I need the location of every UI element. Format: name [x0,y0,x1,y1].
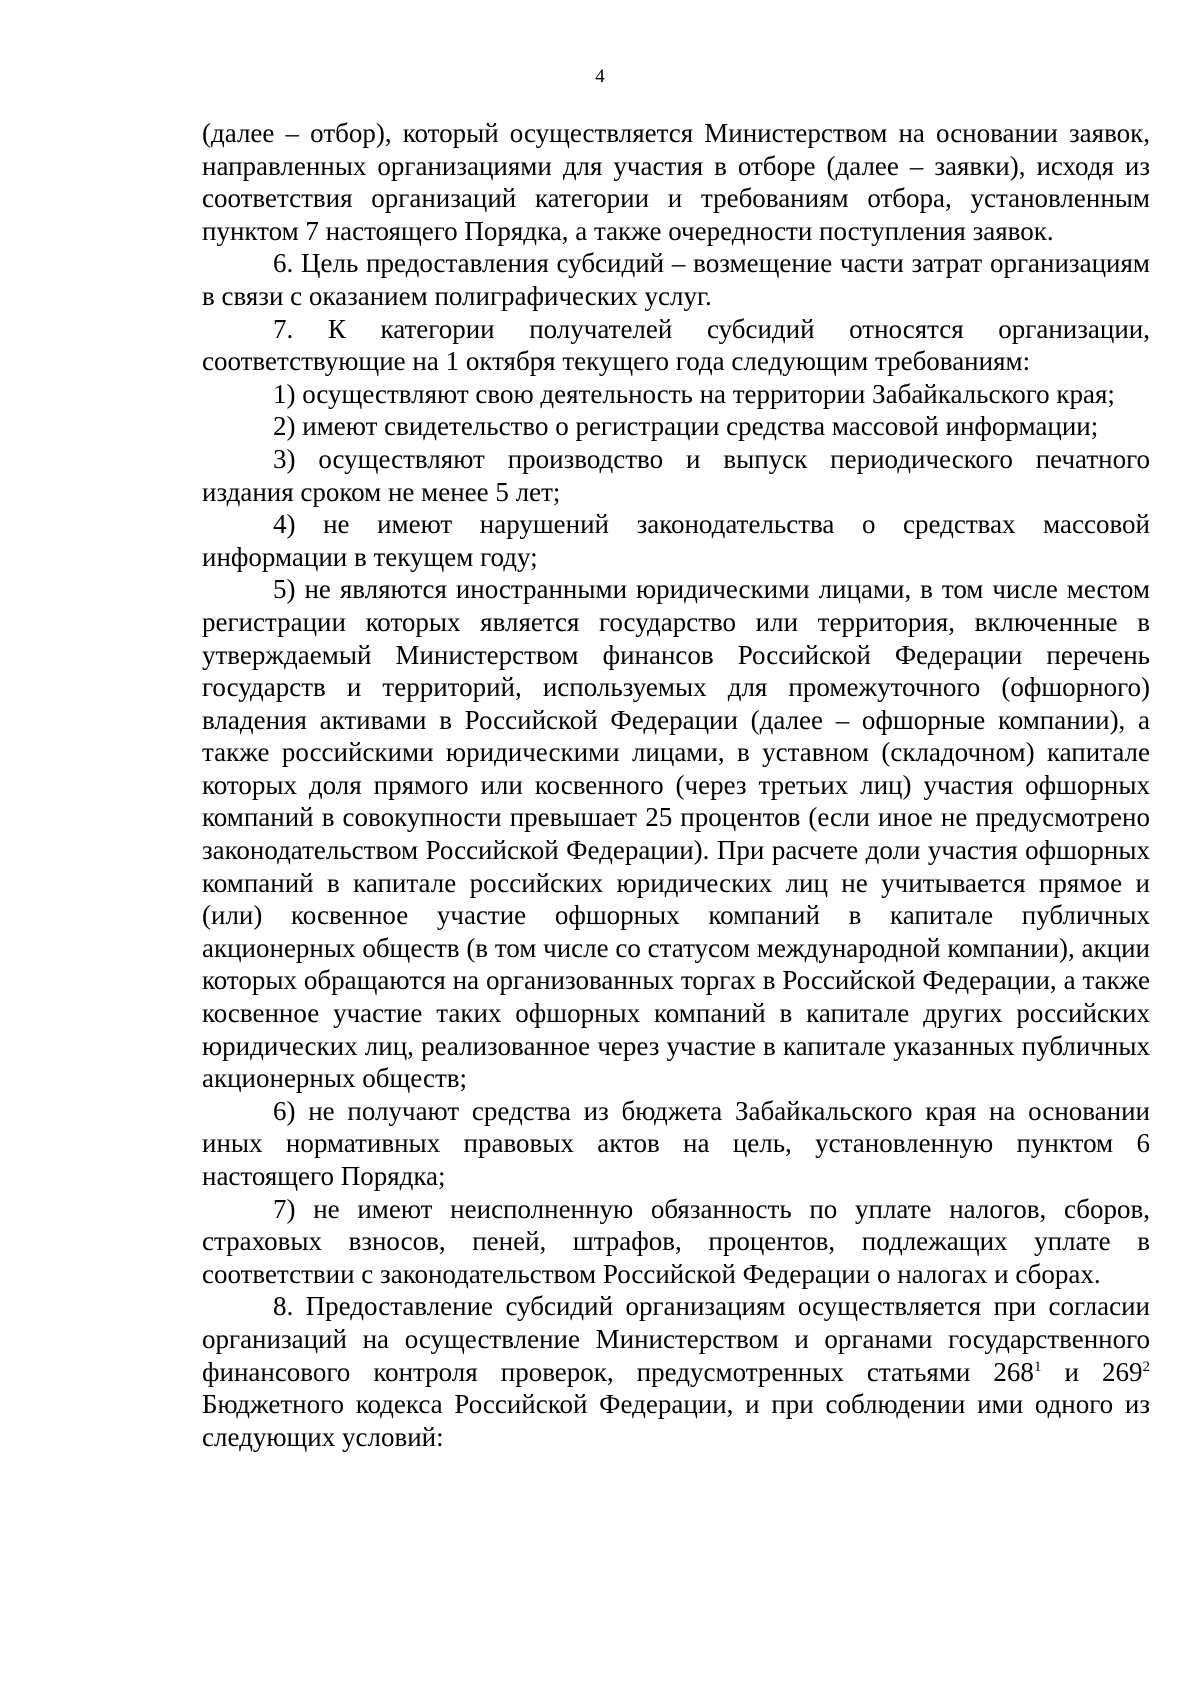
paragraph-8 [202,1290,1150,1453]
requirement-2: 2) имеют свидетельство о регистрации средства массовой информации; [273,411,1099,442]
document-body [202,117,1150,1453]
paragraph-7: 7. К категории получателей субсидий относятся организации, соответствующие на 1 октября текущего года следующим требованиям: [202,313,1150,377]
paragraph-8-text-middle: и 269 [1041,1356,1143,1387]
requirement-6: 6) не получают средства из бюджета Забайкальского края на основании иных нормативных правовых актов на цель, установленную пунктом 6 настоящего Порядка; [202,1095,1150,1191]
requirement-3: 3) осуществляют производство и выпуск периодического печатного издания сроком не менее 5 лет; [202,443,1150,507]
paragraph-continuation: (далее – отбор), который осуществляется Министерством на основании заявок, направленных организациями для участия в отборе (далее – заявки), исходя из соответствия организаций категории и требованиям отбора, установленным пунктом 7 настоящего Порядка, а также очередности поступления заявок. [202,118,1150,246]
requirement-4: 4) не имеют нарушений законодательства о средствах массовой информации в текущем году; [202,509,1150,572]
article-268-superscript: 1 [1033,1358,1042,1375]
requirement-5: 5) не являются иностранными юридическими лицами, в том числе местом регистрации которых является государство или территория, включенные в утверждаемый Министерством финансов Российской Федерации перечень государств и территорий, используемых для промежуточного (офшорного) владения активами в Российской Федерации (далее – офшорные компании), а также российскими юридическими лицами, в уставном (складочном) капитале которых доля прямого или косвенного (через третьих лиц) участия офшорных компаний в совокупности превышает 25 процентов (если иное не предусмотрено законодательством Российской Федерации). При расчете доли участия офшорных компаний в капитале российских юридических лиц не учитывается прямое и (или) косвенное участие офшорных компаний в капитале публичных акционерных обществ (в том числе со статусом международной компании), акции которых обращаются на организованных торгах в Российской Федерации, а также косвенное участие таких офшорных компаний в капитале других российских юридических лиц, реализованное через участие в капитале указанных публичных акционерных обществ; [202,574,1150,1094]
page-number: 4 [595,66,605,87]
paragraph-6: 6. Цель предоставления субсидий – возмещение части затрат организациям в связи с оказанием полиграфических услуг. [202,248,1150,311]
paragraph-8-text-end: Бюджетного кодекса Российской Федерации, и при соблюдении ими одного из следующих условий: [202,1389,1150,1452]
article-269-superscript: 2 [1142,1358,1150,1375]
paragraph-8-text-start: 8. Предоставление субсидий организациям осуществляется при согласии организаций на осуществление Министерством и органами государственного финансового контроля проверок, предусмотренных статьями 268 [202,1291,1150,1387]
requirement-7: 7) не имеют неисполненную обязанность по уплате налогов, сборов, страховых взносов, пеней, штрафов, процентов, подлежащих уплате в соответствии с законодательством Российской Федерации о налогах и сборах. [202,1193,1150,1289]
requirement-1: 1) осуществляют свою деятельность на территории Забайкальского края; [273,378,1115,409]
